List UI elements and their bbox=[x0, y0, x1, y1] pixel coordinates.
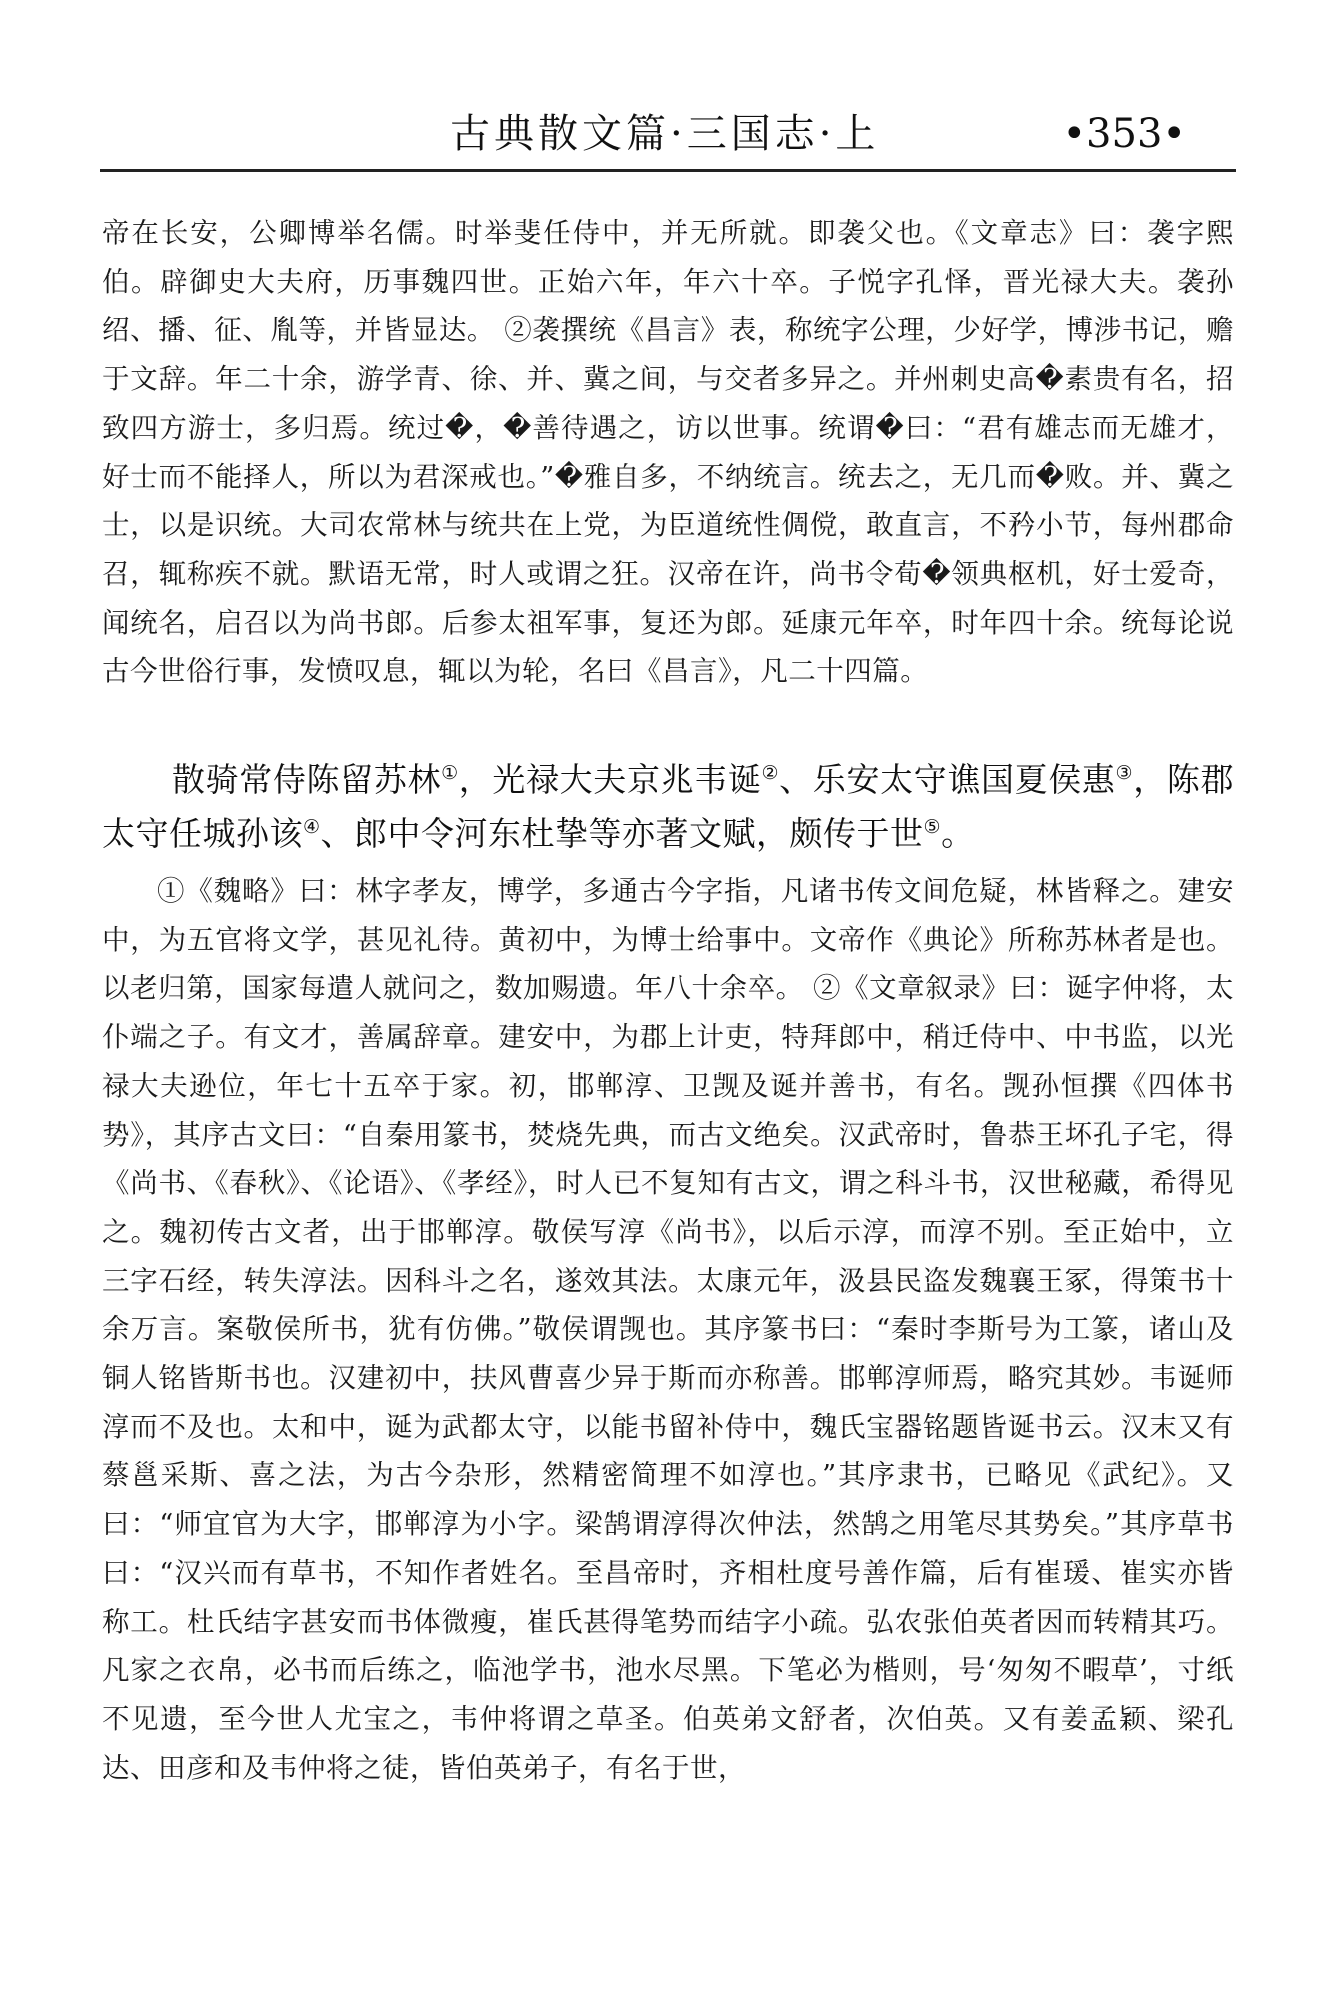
note-marker-3: ③ bbox=[1115, 762, 1134, 785]
main-text-segment: 、郎中令河东杜挚等亦著文赋，颇传于世 bbox=[320, 814, 924, 854]
main-text-segment: ，光禄大夫京兆韦诞 bbox=[458, 760, 762, 800]
page-header bbox=[100, 104, 1236, 174]
note-marker-4: ④ bbox=[303, 816, 321, 839]
main-text-segment: 。 bbox=[941, 814, 975, 854]
main-text-paragraph bbox=[102, 753, 1234, 861]
main-text-segment: 、乐安太守谯国夏侯惠 bbox=[779, 760, 1116, 800]
header-rule bbox=[100, 169, 1236, 172]
main-text-segment: ，陈郡太守任城孙该 bbox=[102, 760, 1234, 854]
note-marker-5: ⑤ bbox=[923, 816, 942, 839]
main-text-segment: 散骑常侍陈留苏林 bbox=[172, 760, 442, 800]
page-body bbox=[102, 209, 1234, 1792]
note-marker-2: ② bbox=[761, 762, 780, 785]
page-number: •353• bbox=[1062, 111, 1186, 157]
note-marker-1: ① bbox=[441, 762, 459, 785]
annotation-paragraph-top: 帝在长安，公卿博举名儒。时举斐任侍中，并无所就。即袭父也。《文章志》曰：袭字熙伯。辟御史大夫府，历事魏四世。正始六年，年六十卒。子悦字孔怿，晋光禄大夫。袭孙绍、播、征、胤等，并皆显达。 ②袭撰统《昌言》表，称统字公理，少好学，博涉书记，赡于文辞。年二十余，游学青、徐、并、冀之间，与交者多异之。并州刺史高�素贵有名，招致四方游士，多归焉。统过�，�善待遇之，访以世事。统谓�曰：“君有雄志而无雄才，好士而不能择人，所以为君深戒也。”�雅自多，不纳统言。统去之，无几而�败。并、冀之士，以是识统。大司农常林与统共在上党，为臣道统性倜傥，敢直言，不矜小节，每州郡命召，辄称疾不就。默语无常，时人或谓之狂。汉帝在许，尚书令荀�领典枢机，好士爱奇，闻统名，启召以为尚书郎。后参太祖军事，复还为郎。延康元年卒，时年四十余。统每论说古今世俗行事，发愤叹息，辄以为轮，名曰《昌言》，凡二十四篇。 bbox=[102, 217, 1234, 688]
annotation-paragraph-bottom: ①《魏略》曰：林字孝友，博学，多通古今字指，凡诸书传文间危疑，林皆释之。建安中，为五官将文学，甚见礼待。黄初中，为博士给事中。文帝作《典论》所称苏林者是也。以老归第，国家每遣人就问之，数加赐遗。年八十余卒。 ②《文章叙录》曰：诞字仲将，太仆端之子。有文才，善属辞章。建安中，为郡上计吏，特拜郎中，稍迁侍中、中书监，以光禄大夫逊位，年七十五卒于家。初，邯郸淳、卫觊及诞并善书，有名。觊孙恒撰《四体书势》，其序古文曰：“自秦用篆书，焚烧先典，而古文绝矣。汉武帝时，鲁恭王坏孔子宅，得《尚书、《春秋》、《论语》、《孝经》，时人已不复知有古文，谓之科斗书，汉世秘藏，希得见之。魏初传古文者，出于邯郸淳。敬侯写淳《尚书》，以后示淳，而淳不别。至正始中，立三字石经，转失淳法。因科斗之名，遂效其法。太康元年，汲县民盗发魏襄王冢，得策书十余万言。案敬侯所书，犹有仿佛。”敬侯谓觊也。其序篆书曰：“秦时李斯号为工篆，诸山及铜人铭皆斯书也。汉建初中，扶风曹喜少异于斯而亦称善。邯郸淳师焉，略究其妙。韦诞师淳而不及也。太和中，诞为武都太守，以能书留补侍中，魏氏宝器铭题皆诞书云。汉末又有蔡邕采斯、喜之法，为古今杂形，然精密简理不如淳也。”其序隶书，已略见《武纪》。又曰：“师宜官为大字，邯郸淳为小字。梁鹄谓淳得次仲法，然鹄之用笔尽其势矣。”其序草书曰：“汉兴而有草书，不知作者姓名。至昌帝时，齐相杜度号善作篇，后有崔瑗、崔实亦皆称工。杜氏结字甚安而书体微瘦，崔氏甚得笔势而结字小疏。弘农张伯英者因而转精其巧。凡家之衣帛，必书而后练之，临池学书，池水尽黑。下笔必为楷则，号‘匆匆不暇草’，寸纸不见遗，至今世人尤宝之，韦仲将谓之草圣。伯英弟文舒者，次伯英。又有姜孟颖、梁孔达、田彦和及韦仲将之徒，皆伯英弟子，有名于世， bbox=[102, 875, 1234, 1784]
running-title: 古典散文篇·三国志·上 bbox=[450, 111, 880, 157]
